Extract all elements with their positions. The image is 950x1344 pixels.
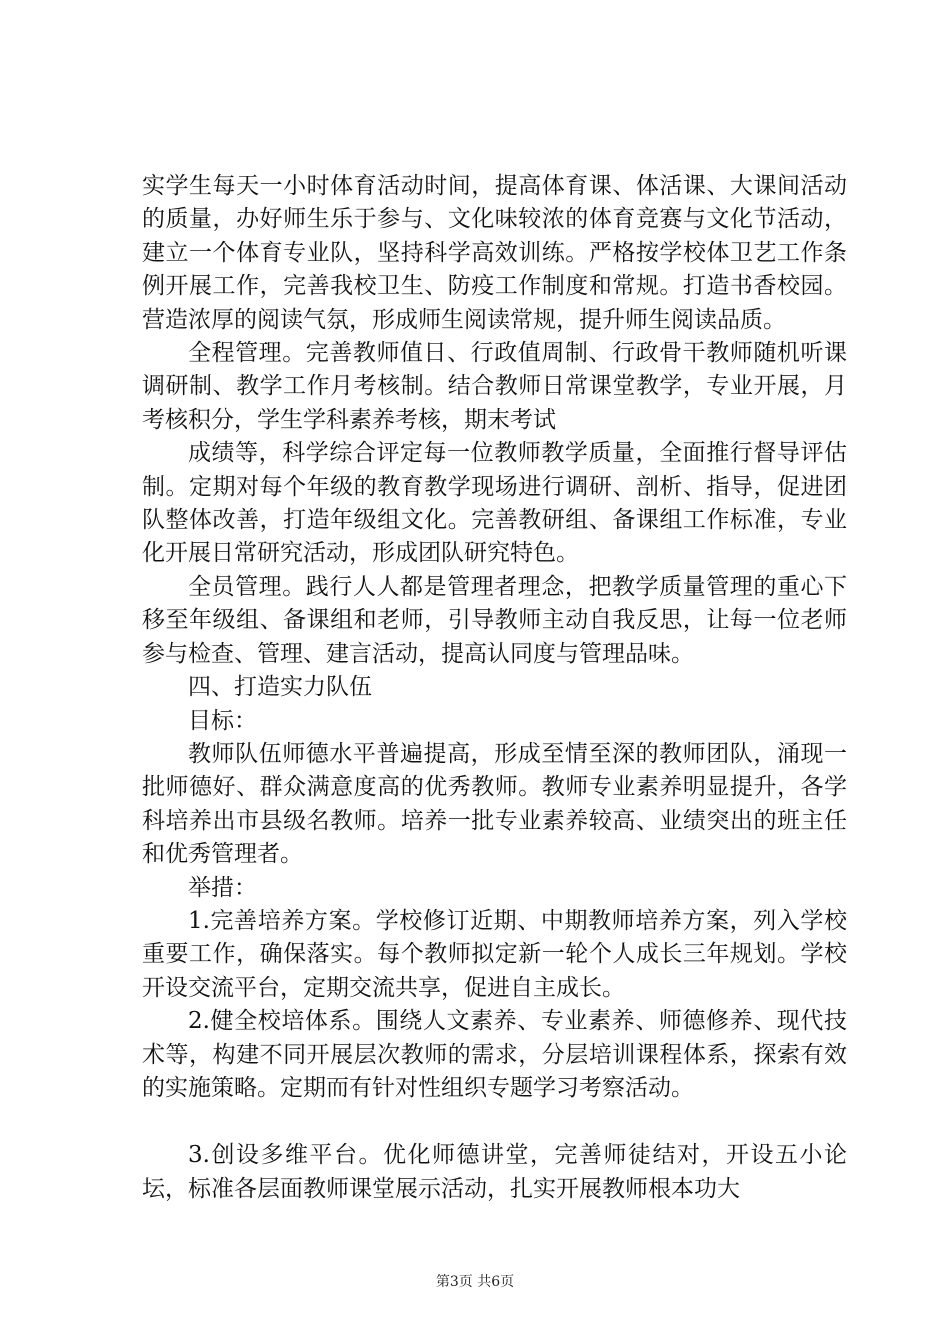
paragraph-measure-3: 3.创设多维平台。优化师德讲堂，完善师徒结对，开设五小论坛，标准各层面教师课堂展示活动，扎实开展教师根本功大 xyxy=(142,1142,847,1202)
paragraph-full-process-management: 全程管理。完善教师值日、行政值周制、行政骨干教师随机听课调研制、教学工作月考核制。结合教师日常课堂教学，专业开展，月考核积分，学生学科素养考核，期末考试 xyxy=(142,340,847,433)
section-heading-team-building: 四、打造实力队伍 xyxy=(188,674,372,701)
paragraph-measure-1: 1.完善培养方案。学校修订近期、中期教师培养方案，列入学校重要工作，确保落实。每个教师拟定新一轮个人成长三年规划。学校开设交流平台，定期交流共享，促进自主成长。 xyxy=(142,907,847,1001)
blank-line xyxy=(142,1105,847,1139)
label-goals: 目标： xyxy=(188,707,257,734)
page-number: 第3页 共6页 xyxy=(435,1274,515,1290)
document-body xyxy=(142,170,847,1206)
paragraph-goals: 教师队伍师德水平普遍提高，形成至情至深的教师团队，涌现一批师德好、群众满意度高的优秀教师。教师专业素养明显提升，各学科培养出市县级名教师。培养一批专业素养较高、业绩突出的班主任和优秀管理者。 xyxy=(142,740,847,868)
paragraph-pe-health: 实学生每天一小时体育活动时间，提高体育课、体活课、大课间活动的质量，办好师生乐于参与、文化味较浓的体育竞赛与文化节活动，建立一个体育专业队，坚持科学高效训练。严格按学校体卫艺工作条例开展工作，完善我校卫生、防疫工作制度和常规。打造书香校园。营造浓厚的阅读气氛，形成师生阅读常规，提升师生阅读品质。 xyxy=(142,173,847,333)
label-measures: 举措： xyxy=(188,874,257,901)
paragraph-all-staff-management: 全员管理。践行人人都是管理者理念，把教学质量管理的重心下移至年级组、备课组和老师，引导教师主动自我反思，让每一位老师参与检查、管理、建言活动，提高认同度与管理品味。 xyxy=(142,573,847,667)
paragraph-teacher-evaluation: 成绩等，科学综合评定每一位教师教学质量，全面推行督导评估制。定期对每个年级的教育教学现场进行调研、剖析、指导，促进团队整体改善，打造年级组文化。完善教研组、备课组工作标准，专业化开展日常研究活动，形成团队研究特色。 xyxy=(142,440,847,567)
paragraph-measure-2: 2.健全校培体系。围绕人文素养、专业素养、师德修养、现代技术等，构建不同开展层次教师的需求，分层培训课程体系，探索有效的实施策略。定期而有针对性组织专题学习考察活动。 xyxy=(142,1008,847,1101)
